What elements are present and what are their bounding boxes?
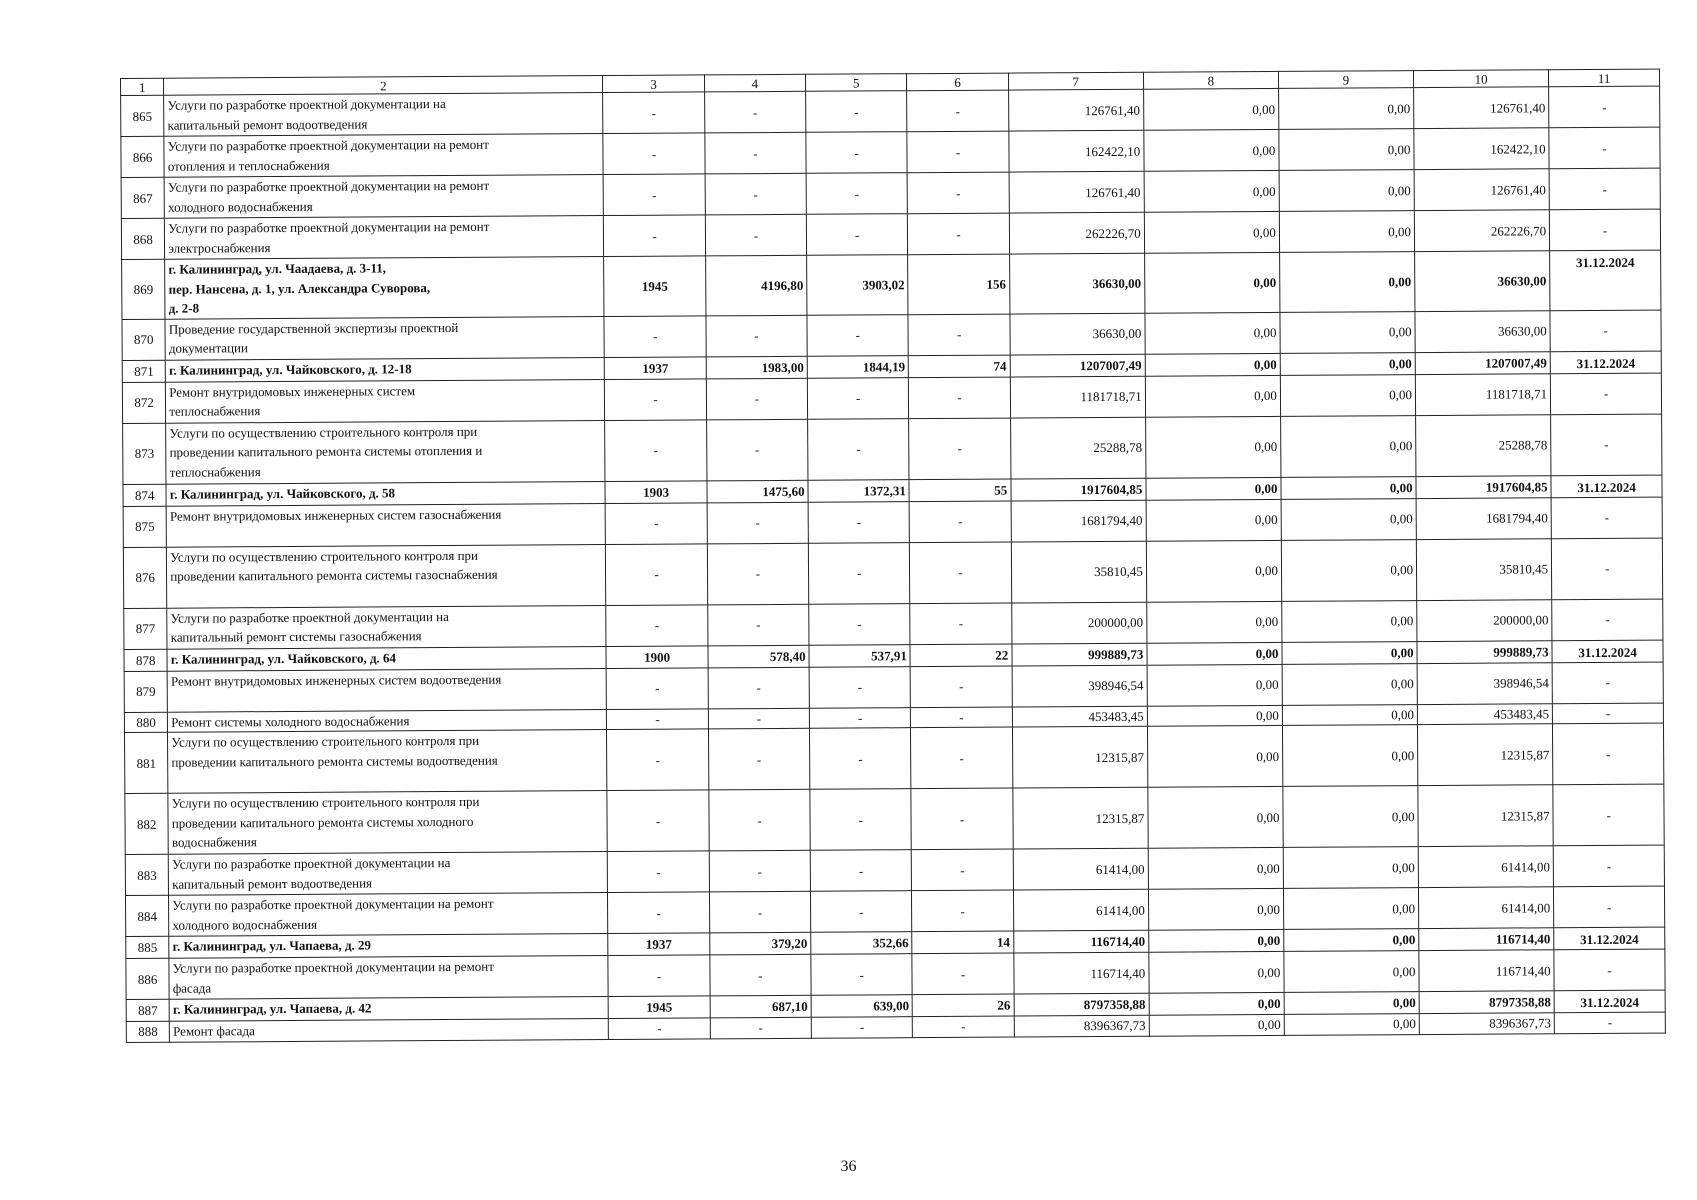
cost-cell: 162422,10 (1414, 128, 1549, 170)
cost-cell: 36630,00 (1415, 251, 1550, 311)
living-area-cell: - (808, 501, 910, 543)
table-body (121, 86, 1666, 1042)
area-cell: - (705, 214, 807, 256)
cost-cell: 0,00 (1282, 725, 1417, 787)
cost-cell: 0,00 (1280, 311, 1415, 353)
total-cost-cell: 8396367,73 (1014, 1015, 1149, 1036)
living-area-cell: - (806, 132, 908, 174)
row-description: Ремонт внутридомовых инженерных систем водоотведения (167, 668, 606, 712)
row-description: Услуги по осуществлению строительного контроля при проведении капитального ремонта системы холодного водоснабжения (168, 791, 607, 855)
cost-cell: 0,00 (1147, 725, 1282, 787)
cost-cell: 0,00 (1282, 641, 1417, 664)
row-number: 884 (125, 895, 169, 936)
row-description: Услуги по осуществлению строительного контроля при проведении капитального ремонта системы газоснабжения (167, 544, 606, 608)
cost-cell: 25288,78 (1416, 414, 1551, 476)
cost-cell: 0,00 (1144, 129, 1279, 171)
deadline-cell: - (1551, 538, 1662, 600)
cost-cell: 0,00 (1283, 888, 1418, 930)
residents-cell: - (907, 90, 1009, 132)
total-cost-cell: 1207007,49 (1010, 354, 1145, 377)
area-cell: - (709, 850, 811, 892)
row-description: Ремонт внутридомовых инженерных систем теплоснабжения (166, 379, 605, 423)
residents-cell: 26 (912, 994, 1013, 1017)
area-cell: - (708, 708, 809, 729)
year-cell: - (608, 955, 710, 997)
row-number: 865 (121, 95, 165, 136)
row-number: 881 (124, 732, 168, 793)
cost-cell: 61414,00 (1418, 887, 1553, 929)
cost-cell: 35810,45 (1416, 538, 1551, 600)
row-description: г. Калининград, ул. Чайковского, д. 58 (166, 481, 605, 506)
row-number: 876 (123, 547, 167, 608)
cost-cell: 8797358,88 (1419, 991, 1554, 1014)
deadline-cell: 31.12.2024 (1552, 640, 1663, 663)
row-description: Услуги по разработке проектной документации на ремонт фасада (169, 956, 608, 1000)
cost-cell: 0,00 (1147, 705, 1282, 726)
cost-cell: 0,00 (1284, 1014, 1419, 1035)
cost-cell: 0,00 (1284, 951, 1419, 993)
total-cost-cell: 36630,00 (1010, 313, 1145, 355)
cost-cell: 0,00 (1145, 312, 1280, 354)
row-description: Ремонт системы холодного водоснабжения (168, 709, 607, 732)
year-cell: 1937 (608, 933, 709, 956)
cost-cell: 1207007,49 (1415, 351, 1550, 374)
cost-cell: 0,00 (1146, 477, 1281, 500)
residents-cell: - (909, 501, 1011, 543)
area-cell: 1983,00 (706, 356, 807, 379)
year-cell: - (604, 215, 706, 257)
area-cell: - (707, 502, 809, 544)
row-description: Услуги по разработке проектной документации на капитальный ремонт водоотведения (169, 852, 608, 896)
row-description: Ремонт внутридомовых инженерных систем газоснабжения (166, 503, 605, 547)
total-cost-cell: 61414,00 (1013, 889, 1148, 931)
header-cell: 11 (1549, 69, 1660, 87)
row-number: 886 (126, 958, 170, 999)
living-area-cell: 1844,19 (807, 355, 908, 378)
row-number: 871 (122, 360, 165, 382)
total-cost-cell: 1181718,71 (1010, 376, 1145, 418)
row-description: Услуги по разработке проектной документации на ремонт электроснабжения (165, 216, 604, 260)
table-row (124, 723, 1663, 793)
header-cell: 1 (121, 78, 164, 95)
year-cell: - (609, 1018, 710, 1039)
living-area-cell: - (810, 728, 912, 790)
living-area-cell: - (808, 542, 910, 604)
repair-program-table (120, 69, 1666, 1043)
cost-cell: 0,00 (1282, 663, 1417, 705)
deadline-cell: - (1549, 127, 1660, 169)
area-cell: - (708, 667, 810, 709)
cost-cell: 0,00 (1280, 415, 1415, 477)
total-cost-cell: 262226,70 (1009, 212, 1144, 254)
living-area-cell: - (808, 418, 910, 480)
area-cell: 4196,80 (705, 255, 807, 315)
cost-cell: 116714,40 (1419, 928, 1554, 951)
living-area-cell: - (809, 666, 911, 708)
deadline-cell: - (1550, 310, 1661, 352)
row-description: г. Калининград, ул. Чапаева, д. 29 (169, 934, 608, 959)
deadline-cell: 31.12.2024 (1554, 927, 1665, 950)
table-row (125, 784, 1664, 854)
residents-cell: 74 (909, 355, 1010, 378)
residents-cell: 14 (912, 931, 1013, 954)
residents-cell: - (907, 172, 1009, 214)
deadline-cell: - (1549, 209, 1660, 251)
cost-cell: 0,00 (1144, 170, 1279, 212)
cost-cell: 398946,54 (1417, 662, 1552, 704)
residents-cell: - (909, 418, 1011, 480)
deadline-cell: 31.12.2024 (1554, 990, 1665, 1013)
row-description: г. Калининград, ул. Чайковского, д. 64 (167, 646, 606, 671)
living-area-cell: - (809, 707, 910, 728)
header-cell: 4 (704, 74, 805, 92)
header-cell: 2 (164, 76, 603, 96)
year-cell: 1900 (606, 645, 707, 668)
cost-cell: 0,00 (1283, 786, 1418, 848)
row-number: 866 (121, 136, 165, 177)
table-row (123, 414, 1662, 484)
row-number: 872 (122, 382, 166, 423)
total-cost-cell: 126761,40 (1009, 171, 1144, 213)
row-number: 882 (125, 793, 169, 854)
deadline-cell: - (1551, 497, 1662, 539)
cost-cell: 262226,70 (1414, 210, 1549, 252)
cost-cell: 1917604,85 (1416, 475, 1551, 498)
deadline-cell: 31.12.2024 (1550, 351, 1661, 374)
cost-cell: 0,00 (1143, 88, 1278, 130)
deadline-cell: - (1552, 703, 1663, 724)
residents-cell: - (910, 603, 1012, 645)
total-cost-cell: 8797358,88 (1014, 993, 1149, 1016)
area-cell: - (704, 91, 806, 133)
cost-cell: 0,00 (1149, 929, 1284, 952)
living-area-cell: 3903,02 (807, 255, 909, 315)
area-cell: 687,10 (710, 995, 811, 1018)
year-cell: - (606, 667, 708, 709)
total-cost-cell: 12315,87 (1012, 726, 1147, 788)
total-cost-cell: 35810,45 (1011, 541, 1146, 603)
row-number: 873 (123, 423, 167, 484)
residents-cell: - (908, 314, 1010, 356)
row-number: 868 (121, 218, 165, 259)
living-area-cell: - (807, 377, 909, 419)
row-number: 885 (126, 936, 169, 958)
cost-cell: 0,00 (1283, 847, 1418, 889)
row-description: Услуги по разработке проектной документации на ремонт холодного водоснабжения (169, 893, 608, 937)
cost-cell: 0,00 (1147, 642, 1282, 665)
residents-cell: 55 (909, 479, 1010, 502)
cost-cell: 0,00 (1281, 476, 1416, 499)
cost-cell: 200000,00 (1417, 599, 1552, 641)
deadline-cell: - (1554, 886, 1665, 928)
cost-cell: 0,00 (1145, 353, 1280, 376)
living-area-cell: - (807, 314, 909, 356)
area-cell: - (708, 728, 810, 790)
row-number: 879 (124, 671, 168, 712)
cost-cell: 0,00 (1145, 375, 1280, 417)
area-cell: - (709, 891, 811, 933)
area-cell: - (707, 543, 809, 605)
living-area-cell: 639,00 (811, 995, 912, 1018)
year-cell: - (605, 502, 707, 544)
deadline-cell: - (1550, 373, 1661, 415)
area-cell: 379,20 (709, 932, 810, 955)
cost-cell: 0,00 (1148, 786, 1283, 848)
total-cost-cell: 116714,40 (1013, 930, 1148, 953)
row-description: Услуги по осуществлению строительного контроля при проведении капитального ремонта системы водоотведения (168, 730, 607, 794)
residents-cell: - (912, 890, 1014, 932)
year-cell: - (606, 604, 708, 646)
page-number: 36 (840, 1158, 857, 1175)
cost-cell: 0,00 (1278, 88, 1413, 130)
cost-cell: 0,00 (1284, 992, 1419, 1015)
cost-cell: 0,00 (1280, 352, 1415, 375)
year-cell: - (607, 790, 709, 852)
cost-cell: 116714,40 (1419, 950, 1554, 992)
year-cell: - (608, 892, 710, 934)
row-number: 880 (124, 712, 167, 733)
living-area-cell: 537,91 (809, 644, 910, 667)
total-cost-cell: 126761,40 (1008, 89, 1143, 131)
living-area-cell: - (806, 91, 908, 133)
residents-cell: - (908, 213, 1010, 255)
living-area-cell: - (811, 954, 913, 996)
living-area-cell: - (806, 214, 908, 256)
cost-cell: 0,00 (1149, 992, 1284, 1015)
cost-cell: 0,00 (1146, 499, 1281, 541)
cost-cell: 0,00 (1144, 211, 1279, 253)
address-row (122, 250, 1661, 319)
cost-cell: 0,00 (1284, 929, 1419, 952)
deadline-cell: - (1553, 845, 1664, 887)
total-cost-cell: 1681794,40 (1011, 500, 1146, 542)
cost-cell: 0,00 (1148, 847, 1283, 889)
year-cell: - (603, 133, 705, 175)
cost-cell: 0,00 (1149, 1014, 1284, 1035)
deadline-cell: - (1554, 949, 1665, 991)
total-cost-cell: 116714,40 (1014, 952, 1149, 994)
residents-cell: 22 (910, 644, 1011, 667)
header-cell: 7 (1008, 72, 1143, 90)
area-cell: - (707, 604, 809, 646)
deadline-cell: - (1551, 414, 1662, 476)
row-number: 887 (126, 999, 169, 1021)
header-cell: 5 (806, 74, 907, 92)
cost-cell: 0,00 (1280, 374, 1415, 416)
row-description: Услуги по разработке проектной документации на ремонт холодного водоснабжения (164, 175, 603, 219)
row-number: 867 (121, 177, 165, 218)
row-number: 875 (123, 506, 167, 547)
living-area-cell: 352,66 (811, 932, 912, 955)
living-area-cell: - (810, 850, 912, 892)
cost-cell: 0,00 (1282, 600, 1417, 642)
deadline-cell: - (1549, 86, 1660, 128)
year-cell: - (608, 851, 710, 893)
year-cell: 1945 (604, 256, 706, 316)
deadline-cell: - (1553, 784, 1664, 846)
area-cell: - (705, 173, 807, 215)
row-number: 869 (122, 259, 166, 319)
document-sheet (120, 69, 1666, 1043)
cost-cell: 36630,00 (1415, 310, 1550, 352)
residents-cell: - (907, 131, 1009, 173)
cost-cell: 0,00 (1282, 704, 1417, 725)
total-cost-cell: 200000,00 (1011, 602, 1146, 644)
cost-cell: 0,00 (1148, 888, 1283, 930)
area-cell: - (706, 378, 808, 420)
cost-cell: 0,00 (1149, 951, 1284, 993)
cost-cell: 0,00 (1147, 601, 1282, 643)
deadline-cell: - (1552, 662, 1663, 704)
cost-cell: 0,00 (1281, 498, 1416, 540)
year-cell: 1903 (605, 480, 706, 503)
living-area-cell: - (806, 173, 908, 215)
deadline-cell: - (1549, 168, 1660, 210)
year-cell: - (603, 92, 705, 134)
total-cost-cell: 1917604,85 (1011, 478, 1146, 501)
cost-cell: 0,00 (1279, 170, 1414, 212)
cost-cell: 0,00 (1145, 416, 1280, 478)
living-area-cell: - (809, 603, 911, 645)
year-cell: - (604, 315, 706, 357)
area-cell: - (710, 1017, 811, 1038)
area-cell: - (709, 789, 811, 851)
row-description: г. Калининград, ул. Чайковского, д. 12-18 (165, 357, 604, 382)
row-description: Ремонт фасада (170, 1019, 609, 1042)
total-cost-cell: 398946,54 (1012, 665, 1147, 707)
total-cost-cell: 61414,00 (1013, 848, 1148, 890)
cost-cell: 61414,00 (1418, 846, 1553, 888)
residents-cell: - (909, 377, 1011, 419)
year-cell: - (607, 708, 708, 729)
header-cell: 10 (1413, 70, 1548, 88)
residents-cell: - (912, 849, 1014, 891)
residents-cell: - (911, 788, 1013, 850)
total-cost-cell: 12315,87 (1013, 787, 1148, 849)
year-cell: - (603, 174, 705, 216)
cost-cell: 1681794,40 (1416, 497, 1551, 539)
living-area-cell: - (811, 891, 913, 933)
cost-cell: 126761,40 (1414, 87, 1549, 129)
header-cell: 8 (1143, 71, 1278, 89)
deadline-cell: - (1554, 1012, 1665, 1033)
year-cell: - (607, 729, 709, 791)
cost-cell: 8396367,73 (1419, 1013, 1554, 1034)
cost-cell: 999889,73 (1417, 640, 1552, 663)
row-number: 877 (124, 608, 168, 649)
row-number: 874 (123, 484, 166, 506)
area-cell: - (705, 132, 807, 174)
year-cell: 1937 (605, 356, 706, 379)
deadline-cell: 31.12.2024 (1551, 475, 1662, 498)
living-area-cell: - (811, 1017, 912, 1038)
year-cell: 1945 (608, 996, 709, 1019)
header-cell: 6 (907, 73, 1008, 91)
row-description: Услуги по разработке проектной документации на ремонт отопления и теплоснабжения (164, 134, 603, 178)
deadline-cell: - (1552, 599, 1663, 641)
cost-cell: 1181718,71 (1415, 373, 1550, 415)
cost-cell: 0,00 (1281, 539, 1416, 601)
residents-cell: - (910, 542, 1012, 604)
year-cell: - (605, 378, 707, 420)
total-cost-cell: 162422,10 (1009, 130, 1144, 172)
header-cell: 3 (603, 75, 704, 93)
row-number: 870 (122, 319, 166, 360)
cost-cell: 0,00 (1146, 540, 1281, 602)
cost-cell: 0,00 (1279, 129, 1414, 171)
area-cell: - (706, 419, 808, 481)
residents-cell: - (911, 707, 1012, 728)
cost-cell: 0,00 (1279, 252, 1414, 312)
residents-cell: - (910, 666, 1012, 708)
row-number: 878 (124, 649, 167, 671)
header-cell: 9 (1278, 71, 1413, 89)
row-description: Услуги по разработке проектной документации на капитальный ремонт системы газоснабжения (167, 605, 606, 649)
area-cell: 578,40 (708, 645, 809, 668)
total-cost-cell: 25288,78 (1010, 417, 1145, 479)
area-cell: 1475,60 (707, 480, 808, 503)
deadline-cell: 31.12.2024 (1550, 250, 1661, 310)
row-description: Проведение государственной экспертизы проектной документации (165, 316, 604, 360)
cost-cell: 0,00 (1279, 211, 1414, 253)
cost-cell: 12315,87 (1418, 785, 1553, 847)
cost-cell: 0,00 (1144, 252, 1279, 312)
row-description: г. Калининград, ул. Чаадаева, д. 3-11, пер. Нансена, д. 1, ул. Александра Суворова, д. 2-8 (165, 257, 604, 319)
total-cost-cell: 36630,00 (1009, 253, 1144, 313)
area-cell: - (706, 315, 808, 357)
table-row (123, 538, 1662, 608)
row-number: 888 (126, 1021, 169, 1042)
total-cost-cell: 999889,73 (1012, 643, 1147, 666)
residents-cell: - (911, 727, 1013, 789)
residents-cell: 156 (908, 254, 1010, 314)
cost-cell: 12315,87 (1417, 724, 1552, 786)
row-description: Услуги по осуществлению строительного контроля при проведении капитального ремонта системы отопления и теплоснабжения (166, 420, 605, 484)
total-cost-cell: 453483,45 (1012, 706, 1147, 727)
cost-cell: 453483,45 (1417, 703, 1552, 724)
year-cell: - (606, 543, 708, 605)
living-area-cell: 1372,31 (808, 479, 909, 502)
year-cell: - (605, 419, 707, 481)
residents-cell: - (912, 953, 1014, 995)
residents-cell: - (913, 1016, 1014, 1037)
row-description: г. Калининград, ул. Чапаева, д. 42 (169, 997, 608, 1022)
row-description: Услуги по разработке проектной документации на капитальный ремонт водоотведения (164, 93, 603, 137)
row-number: 883 (125, 854, 169, 895)
deadline-cell: - (1553, 723, 1664, 785)
area-cell: - (710, 954, 812, 996)
cost-cell: 126761,40 (1414, 169, 1549, 211)
cost-cell: 0,00 (1147, 664, 1282, 706)
living-area-cell: - (810, 789, 912, 851)
